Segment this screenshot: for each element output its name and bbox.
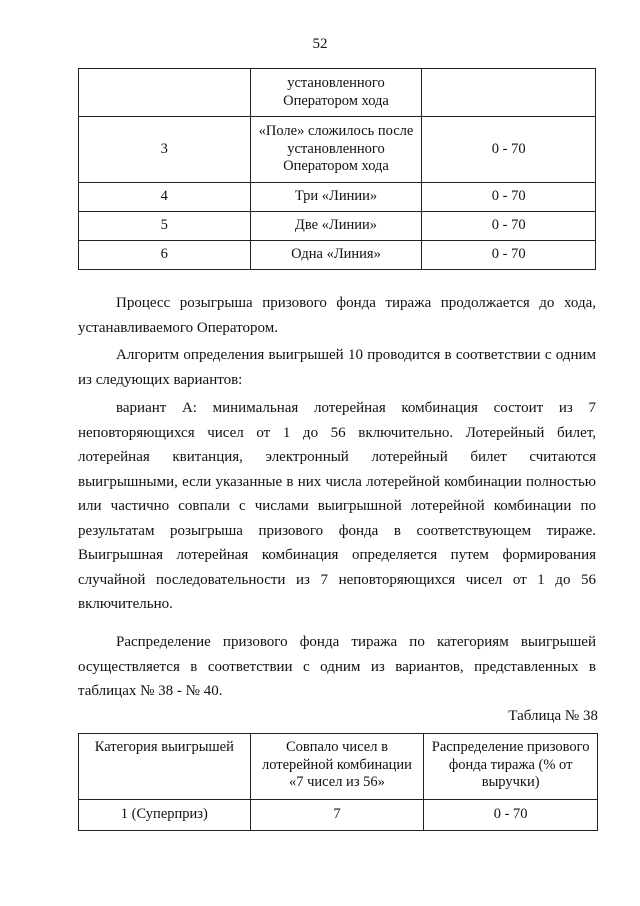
share-cell: 0 - 70 [422,183,596,212]
table-row [79,241,596,270]
description-cell: установленного Оператором хода [250,69,422,117]
prize-distribution-table-38 [78,733,598,831]
page-number: 52 [312,36,328,52]
share-cell: 0 - 70 [424,800,598,831]
column-header: Категория выигрышей [79,734,251,800]
share-cell: 0 - 70 [422,241,596,270]
share-cell [422,69,596,117]
category-cell [79,69,251,117]
table-row [79,183,596,212]
matched-cell: 7 [250,800,424,831]
description-cell: Одна «Линия» [250,241,422,270]
paragraph-distribution: Распределение призового фонда тиража по категориям выигрышей осуществляется в соответствии с одним из вариантов, представленных в таблицах № 38 - № 40. [78,634,596,699]
category-cell: 5 [79,212,251,241]
description-cell: Две «Линии» [250,212,422,241]
description-cell: Три «Линии» [250,183,422,212]
category-cell: 6 [79,241,251,270]
description-cell: «Поле» сложилось после установленного Оператором хода [250,117,422,183]
share-cell: 0 - 70 [422,212,596,241]
category-cell: 3 [79,117,251,183]
table-row [79,117,596,183]
column-header: Совпало чисел в лотерейной комбинации «7 чисел из 56» [250,734,424,800]
table-header-row [79,734,598,800]
table-row [79,69,596,117]
category-cell: 1 (Суперприз) [79,800,251,831]
table-row [79,800,598,831]
paragraph-algorithm-intro: Алгоритм определения выигрышей 10 проводится в соответствии с одним из следующих вариантов: [78,347,596,388]
table-caption: Таблица № 38 [508,708,598,724]
share-cell: 0 - 70 [422,117,596,183]
paragraph-variant-a: вариант А: минимальная лотерейная комбинация состоит из 7 неповторяющихся чисел от 1 до 56 включительно. Лотерейный билет, лотерейная квитанция, электронный лотерейный билет считаются выигрышными, если указанные в них числа лотерейной комбинации полностью или частично совпали с числами выигрышной лотерейной комбинации по результатам розыгрыша призового фонда в соответствующем тираже. Выигрышная лотерейная комбинация определяется путем формирования случайной последовательности из 7 неповторяющихся чисел от 1 до 56 включительно. [78,400,596,612]
prize-category-table-continued [78,68,596,270]
column-header: Распределение призового фонда тиража (% от выручки) [424,734,598,800]
category-cell: 4 [79,183,251,212]
table-row [79,212,596,241]
paragraph-draw-process: Процесс розыгрыша призового фонда тиража продолжается до хода, устанавливаемого Оператором. [78,295,596,336]
